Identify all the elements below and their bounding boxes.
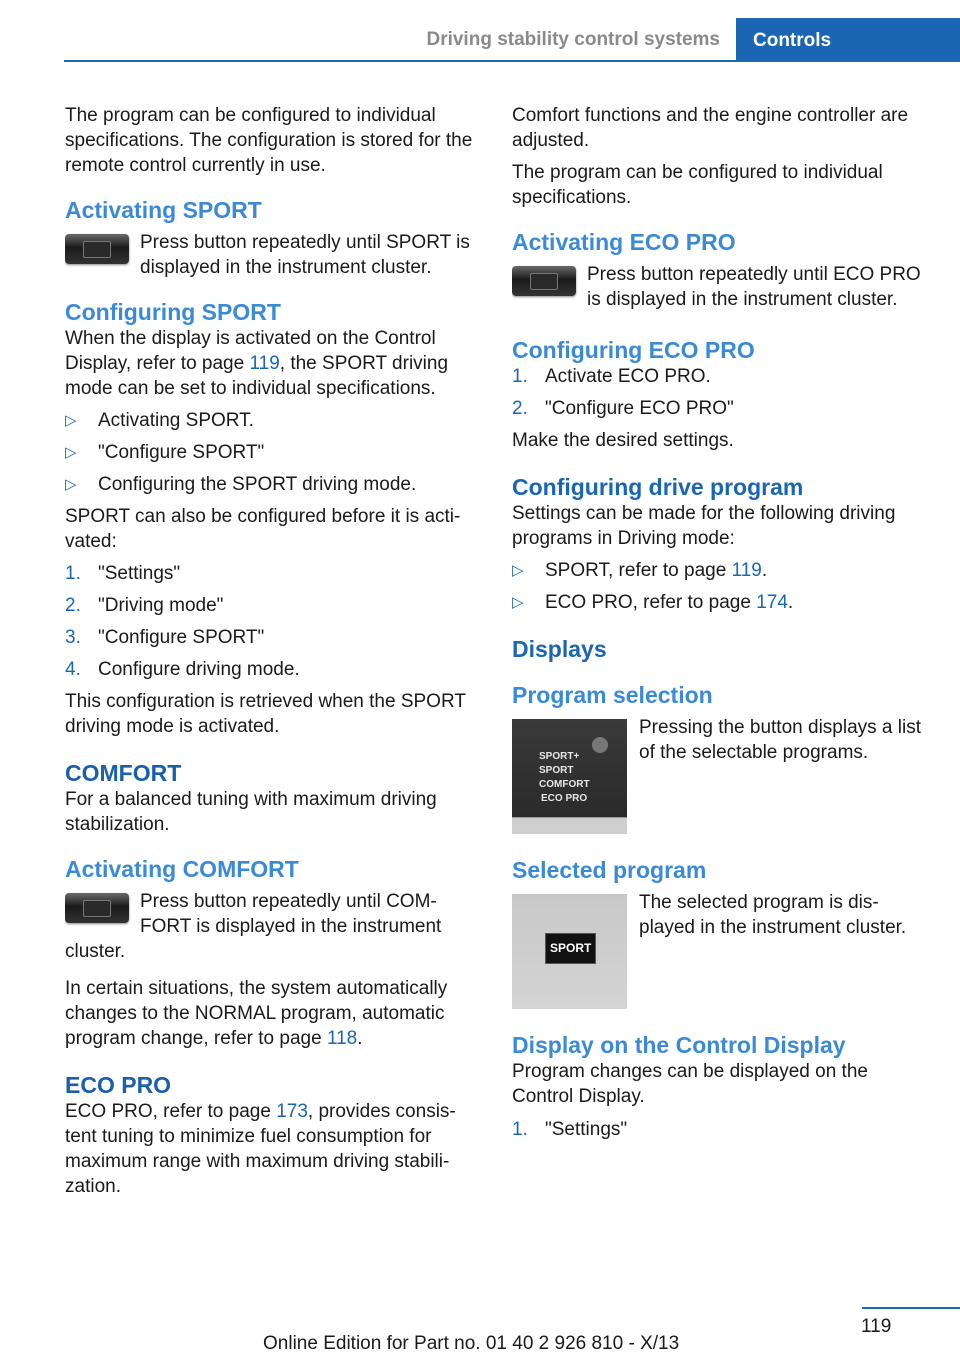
step-text: "Configure SPORT" (98, 627, 265, 648)
page-link-174[interactable]: 174 (756, 592, 788, 613)
program-selection-block (512, 715, 922, 838)
text-segment: . (357, 1028, 363, 1049)
step-number: 1. (65, 563, 81, 584)
list-item-text: Configuring the SPORT driving mode. (98, 474, 417, 495)
normal-program-paragraph (65, 976, 475, 1051)
page-link-118[interactable]: 118 (326, 1028, 358, 1049)
list-item (65, 408, 475, 433)
step-text: "Settings" (545, 1119, 628, 1140)
list-item (65, 440, 475, 465)
ecopro-paragraph (65, 1099, 475, 1199)
displays-heading: Displays (512, 636, 607, 662)
list-item (512, 396, 922, 421)
text-segment: SPORT, refer to page (545, 560, 732, 581)
sport-badge: SPORT (545, 933, 596, 964)
program-list-photo (512, 719, 627, 834)
step-number: 1. (512, 366, 528, 387)
configuring-eco-heading: Configuring ECO PRO (512, 337, 755, 363)
ecopro-heading: ECO PRO (65, 1072, 172, 1098)
step-number: 3. (65, 627, 81, 648)
configuring-sport-heading: Configuring SPORT (65, 299, 281, 325)
triangle-bullet-icon: ▷ (65, 412, 77, 429)
triangle-bullet-icon: ▷ (65, 476, 77, 493)
driving-mode-button-icon (65, 893, 129, 923)
step-number: 4. (65, 659, 81, 680)
activating-comfort-block (65, 889, 475, 964)
comfort-functions-text: Comfort functions and the engine controller are adjusted. (512, 105, 909, 151)
header-section-title: Driving stability control systems (426, 29, 720, 50)
step-text: "Driving mode" (98, 595, 224, 616)
photo-label: SPORT+ (539, 751, 580, 762)
photo-label: COMFORT (539, 779, 590, 790)
sport-bullet-list (65, 408, 475, 497)
activating-sport-heading: Activating SPORT (65, 197, 262, 223)
list-item (65, 472, 475, 497)
header-rule (64, 60, 960, 62)
list-item (65, 593, 475, 618)
step-number: 2. (512, 398, 528, 419)
photo-label: SPORT (539, 765, 574, 776)
step-text: Activate ECO PRO. (545, 366, 711, 387)
selected-program-text: The selected program is dis‐ played in the instrument cluster. (639, 892, 907, 938)
step-text: Configure driving mode. (98, 659, 300, 680)
triangle-bullet-icon: ▷ (512, 562, 524, 579)
comfort-text: For a balanced tuning with maximum driving stabilization. (65, 789, 437, 835)
list-item (512, 1117, 922, 1142)
driving-mode-button-icon (512, 266, 576, 296)
program-selection-heading: Program selection (512, 682, 713, 708)
eco-steps-list (512, 364, 922, 421)
list-item-text: "Configure SPORT" (98, 442, 265, 463)
list-item-text: Activating SPORT. (98, 410, 254, 431)
control-display-heading: Display on the Control Display (512, 1032, 846, 1058)
edition-footer: Online Edition for Part no. 01 40 2 926 810 - X/13 (263, 1333, 680, 1354)
desired-settings-text: Make the desired settings. (512, 430, 734, 451)
selected-program-photo (512, 894, 627, 1009)
selected-program-heading: Selected program (512, 857, 707, 883)
step-number: 2. (65, 595, 81, 616)
page-link-119[interactable]: 119 (249, 353, 280, 374)
drive-program-bullets (512, 558, 922, 615)
list-item (65, 657, 475, 682)
intro-paragraph: The program can be configured to individual specifications. The configuration is stored for the remote control currently in use. (65, 105, 473, 176)
configurable-text: The program can be configured to individual specifications. (512, 162, 883, 208)
text-segment: , the SPORT driving mode can be set to individual specifications. (65, 353, 449, 399)
drive-program-text: Settings can be made for the following driving programs in Driving mode: (512, 503, 896, 549)
footer-rule (862, 1307, 960, 1309)
text-segment: When the display is activated on the Control Display, refer to page (65, 328, 436, 374)
configuring-sport-paragraph (65, 326, 475, 401)
left-column (65, 103, 475, 1206)
program-selection-text: Pressing the button displays a list of the selectable programs. (639, 717, 921, 763)
text-segment: . (787, 592, 794, 613)
control-display-text: Program changes can be displayed on the Control Display. (512, 1061, 868, 1107)
page-number: 119 (861, 1316, 892, 1337)
page-link-119[interactable]: 119 (731, 560, 762, 581)
header-chapter-tab: Controls (736, 18, 960, 62)
driving-mode-button-icon (65, 234, 129, 264)
selected-program-block (512, 890, 922, 1013)
activating-sport-block (65, 230, 475, 280)
list-item (512, 364, 922, 389)
step-number: 1. (512, 1119, 528, 1140)
list-item (65, 561, 475, 586)
photo-label: ECO PRO (541, 793, 588, 804)
control-display-steps (512, 1117, 922, 1142)
activating-sport-text: Press button repeatedly until SPORT is displayed in the instrument cluster. (140, 232, 470, 278)
step-text: "Configure ECO PRO" (545, 398, 734, 419)
right-column (512, 103, 922, 1149)
page-header (0, 0, 960, 64)
dsc-off-icon (592, 737, 608, 753)
text-segment: , provides consis‐ tent tuning to minimize fuel consumption for maximum range with maximum driving stabili‐ zation. (65, 1101, 456, 1197)
triangle-bullet-icon: ▷ (512, 594, 524, 611)
list-item (512, 558, 922, 583)
activating-eco-block (512, 262, 922, 312)
before-activation-text: SPORT can also be configured before it is acti‐ vated: (65, 506, 461, 552)
triangle-bullet-icon: ▷ (65, 444, 77, 461)
retrieved-text: This configuration is retrieved when the SPORT driving mode is activated. (65, 691, 466, 737)
text-segment: In certain situations, the system automatically changes to the NORMAL program, automatic program change, refer to page (65, 978, 448, 1049)
list-item (512, 590, 922, 615)
page-link-173[interactable]: 173 (276, 1101, 308, 1122)
text-segment: ECO PRO, refer to page (545, 592, 757, 613)
list-item (65, 625, 475, 650)
step-text: "Settings" (98, 563, 181, 584)
activating-eco-text: Press button repeatedly until ECO PRO is displayed in the instrument cluster. (587, 264, 921, 310)
sport-steps-list (65, 561, 475, 682)
text-segment: ECO PRO, refer to page (65, 1101, 277, 1122)
activating-comfort-heading: Activating COMFORT (65, 856, 299, 882)
activating-eco-heading: Activating ECO PRO (512, 229, 736, 255)
drive-program-heading: Configuring drive program (512, 474, 804, 500)
comfort-heading: COMFORT (65, 760, 182, 786)
activating-comfort-text: Press button repeatedly until COM‐ FORT is displayed in the instrument cluster. (65, 891, 442, 962)
text-segment: . (761, 560, 768, 581)
